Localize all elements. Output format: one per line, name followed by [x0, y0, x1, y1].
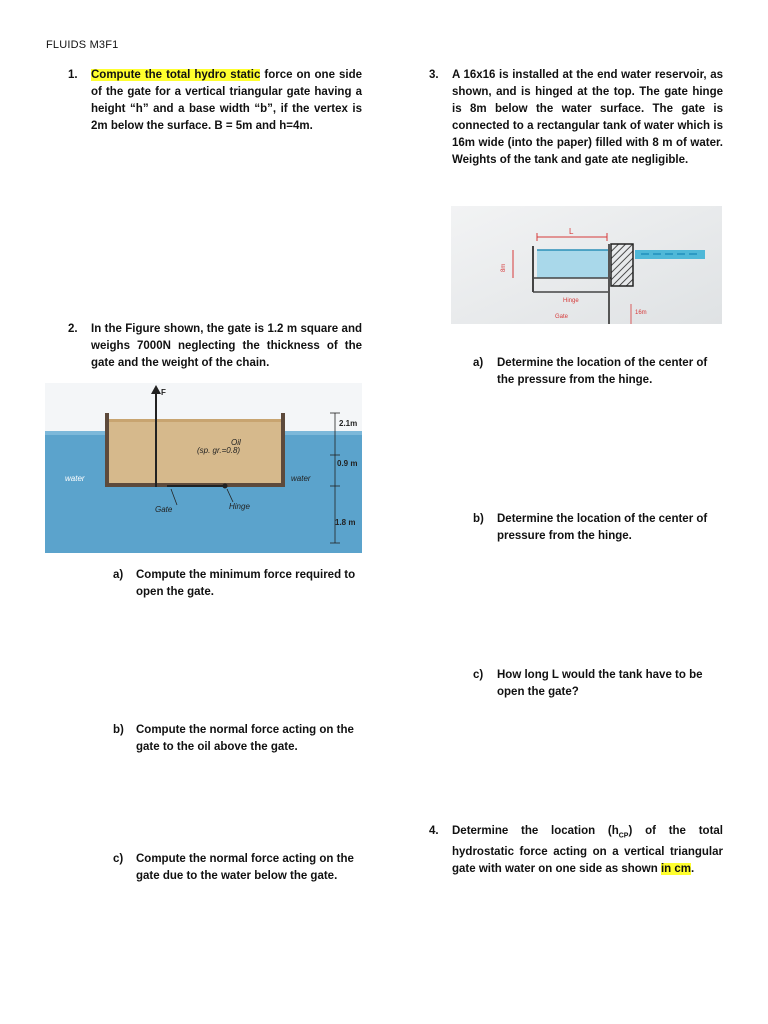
- dim-top-label: 2.1m: [339, 419, 358, 428]
- q4-text: [452, 823, 723, 878]
- q3c-text: How long L would the tank have to be open the gate?: [497, 669, 703, 698]
- q4-subscript: CP: [618, 832, 629, 840]
- q1-text: [91, 67, 362, 135]
- q1-body: force on one side of the gate for a vertical triangular gate having a height “h” and a base width “b”, if the vertex is 2m below the surface. B = 5m and h=4m.: [91, 69, 362, 132]
- q3-hinge-label: Hinge: [563, 298, 579, 304]
- q3a-text: Determine the location of the center of the pressure from the hinge.: [497, 357, 708, 386]
- q4-text-mid: ) of the total hydrostatic force acting on a vertical triangular gate with water on one side as shown: [452, 825, 723, 876]
- q3c-label: c): [473, 669, 484, 681]
- q2b-label: b): [113, 724, 124, 736]
- q2c-text: Compute the normal force acting on the gate due to the water below the gate.: [136, 853, 354, 882]
- q2a-text: Compute the minimum force required to open the gate.: [136, 569, 356, 598]
- water-left-label: water: [65, 474, 85, 483]
- q3-depth-label: 8m: [501, 263, 507, 272]
- hinge-icon: [223, 484, 228, 489]
- q2-number: 2.: [68, 323, 78, 335]
- q2a-label: a): [113, 569, 124, 581]
- water-right-label: water: [291, 474, 311, 483]
- q3b-text: Determine the location of the center of pressure from the hinge.: [497, 513, 708, 542]
- oil-sg-label: (sp. gr.=0.8): [197, 446, 241, 455]
- q3-figure: [451, 206, 722, 324]
- q3a-label: a): [473, 357, 484, 369]
- dim-mid-label: 0.9 m: [337, 459, 358, 468]
- document-title: FLUIDS M3F1: [46, 39, 119, 51]
- q1-highlight: Compute the total hydro static: [91, 69, 261, 81]
- hinge-label: Hinge: [229, 502, 250, 511]
- q4-text-before: Determine the location (h: [452, 825, 619, 837]
- dim-bottom-label: 1.8 m: [335, 518, 356, 527]
- oil-label: Oil: [231, 438, 241, 447]
- q3-text: A 16x16 is installed at the end water reservoir, as shown, and is hinged at the top. The gate hinge is 8m below the water surface. The gate is connected to a rectangular tank of water which is 16m wide (into the paper) filled with 8 m of water. Weights of the tank and gate ate negligible.: [452, 69, 723, 166]
- q1-number: 1.: [68, 69, 78, 81]
- q3b-label: b): [473, 513, 484, 525]
- q2-text: In the Figure shown, the gate is 1.2 m square and weighs 7000N neglecting the thickness of the gate and the weight of the chain.: [91, 323, 362, 369]
- q2b-text: Compute the normal force acting on the gate to the oil above the gate.: [136, 724, 354, 753]
- q3-gate-label: Gate: [555, 314, 569, 320]
- gate-label: Gate: [155, 505, 173, 514]
- force-label: F: [161, 388, 166, 397]
- q3-gate: [611, 244, 633, 286]
- q4-highlight: in cm: [660, 863, 692, 876]
- q3-number: 3.: [429, 69, 439, 81]
- q3-right-label: 16m: [635, 310, 647, 316]
- q4-number: 4.: [429, 825, 439, 837]
- q3-len-label: L: [569, 227, 574, 236]
- q4-text-after: .: [691, 863, 695, 876]
- q2c-label: c): [113, 853, 124, 865]
- q2-figure: [45, 383, 362, 553]
